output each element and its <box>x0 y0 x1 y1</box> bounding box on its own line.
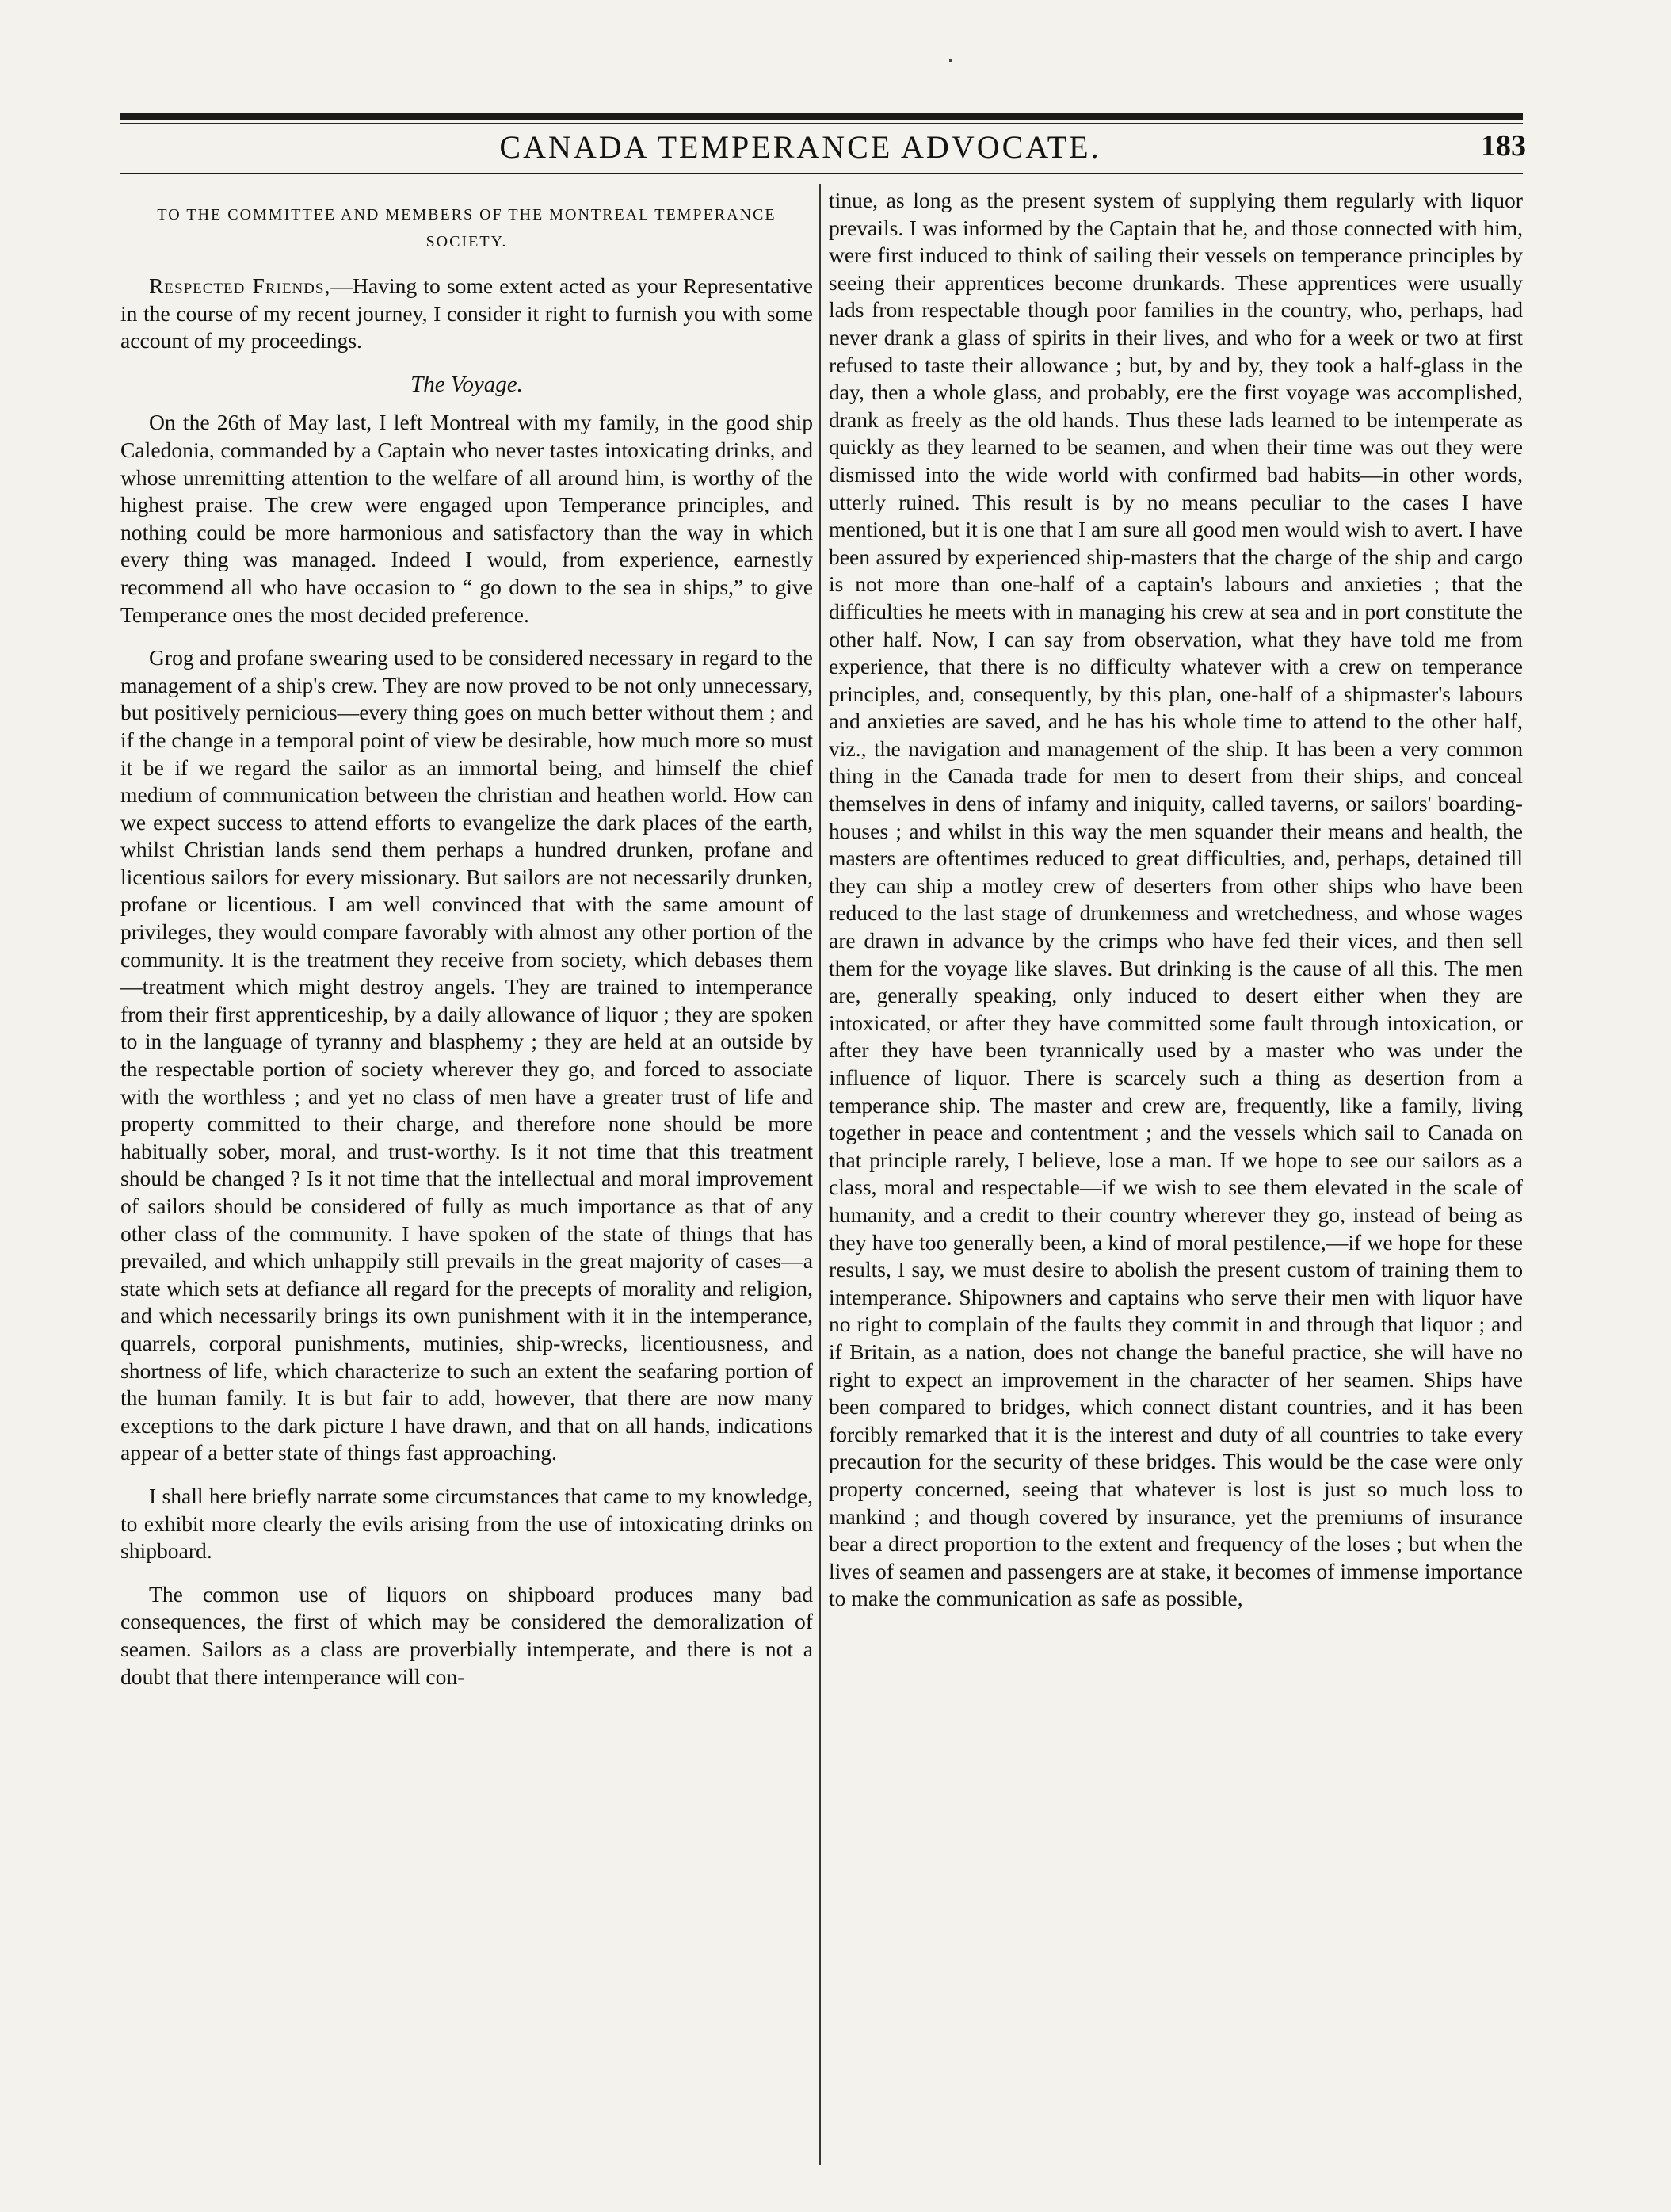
header-rule-thick <box>120 113 1523 120</box>
section-subhead: The Voyage. <box>410 371 523 397</box>
paragraph-narrate: I shall here briefly narrate some circumstances that came to my knowledge, to exhibit more clearly the evils arising from the use of intoxicating drinks on shipboard. <box>120 1483 813 1564</box>
page-number: 183 <box>1481 129 1526 162</box>
header-rule-thin <box>120 123 1523 124</box>
intro-paragraph <box>120 273 813 355</box>
running-title: CANADA TEMPERANCE ADVOCATE. <box>499 129 1101 165</box>
header-underline <box>120 173 1523 174</box>
speck <box>949 59 952 62</box>
paragraph-continued: tinue, as long as the present system of supplying them regularly with liquor prevails. I was informed by the Captain that he, and those connected with him, were first induced to think of sailing their vessels on temperance principles by seeing their apprentices become drunkards. These apprentices were usually lads from respectable though poor families in the country, who, perhaps, had never drank a glass of spirits in their lives, and who for a week or two at first refused to taste their allowance ; but, by and by, they took a half-glass in the day, then a whole glass, and probably, ere the first voyage was accomplished, drank as freely as the old hands. Thus these lads learned to be intemperate as quickly as they learned to be seamen, and when their time was out they were dismissed into the wide world with confirmed bad habits—in other words, utterly ruined. This result is by no means peculiar to the cases I have mentioned, but it is one that I am sure all good men would wish to avert. I have been assured by experienced ship-masters that the charge of the ship and cargo is not more than one-half of a captain's labours and anxieties ; that the difficulties he meets with in managing his crew at sea and in port constitute the other half. Now, I can say from observation, what they have told me from experience, that there is no difficulty whatever with a crew on temperance principles, and, consequently, by this plan, one-half of a shipmaster's labours and anxieties are saved, and he has his whole time to attend to the other half, viz., the navigation and management of the ship. It has been a very common thing in the Canada trade for men to desert from their ships, and conceal themselves in dens of infamy and iniquity, called taverns, or sailors' boarding-houses ; and whilst in this way the men squander their means and health, the masters are oftentimes reduced to great difficulties, and, perhaps, detained till they can ship a motley crew of deserters from other ships who have been reduced to the last stage of drunkenness and wretchedness, and whose wages are drawn in advance by the crimps who have fed their vices, and then sell them for the voyage like slaves. But drinking is the cause of all this. The men are, generally speaking, only induced to desert either when they are intoxicated, or after they have committed some fault through intoxication, or after they have been tyrannically used by a master who was under the influence of liquor. There is scarcely such a thing as desertion from a temperance ship. The master and crew are, frequently, like a family, living together in peace and contentment ; and the vessels which sail to Canada on that principle rarely, I believe, lose a man. If we hope to see our sailors as a class, moral and respectable—if we wish to see them elevated in the scale of humanity, and a credit to their country wherever they go, instead of being as they have too generally been, a kind of moral pestilence,—if we hope for these results, I say, we must desire to abolish the present custom of training them to intemperance. Shipowners and captains who serve their men with liquor have no right to complain of the faults they commit in and through that liquor ; and if Britain, as a nation, does not change the baneful practice, she will have no right to expect an improvement in the character of her seamen. Ships have been compared to bridges, which connect distant countries, and it has been forcibly remarked that it is the interest and duty of all countries to take every precaution for the security of these bridges. This would be the case were only property concerned, seeing that whatever is lost is just so much loss to mankind ; and though covered by insurance, yet the premiums of insurance bear a direct proportion to the extent and frequency of the loses ; but when the lives of seamen and passengers are at stake, it becomes of immense importance to make the communication as safe as possible, <box>829 188 1523 1611</box>
paragraph-voyage: On the 26th of May last, I left Montreal with my family, in the good ship Caledonia, commanded by a Captain who never tastes intoxicating drinks, and whose unremitting attention to the welfare of all around him, is worthy of the highest praise. The crew were engaged upon Temperance principles, and nothing could be more harmonious and satisfactory than the way in which every thing was managed. Indeed I would, from experience, earnestly recommend all who have occasion to “ go down to the sea in ships,” to give Temperance ones the most decided preference. <box>120 410 813 627</box>
column-divider <box>819 184 821 2165</box>
salutation: Respected Friends, <box>149 273 331 298</box>
paragraph-common-use: The common use of liquors on shipboard produces many bad consequences, the first of which may be considered the demoralization of seamen. Sailors as a class are proverbially intemperate, and there is not a doubt that there intemperance will con- <box>120 1581 813 1689</box>
paragraph-grog: Grog and profane swearing used to be considered necessary in regard to the management of a ship's crew. They are now proved to be not only unnecessary, but positively pernicious—every thing goes on much better without them ; and if the change in a temporal point of view be desirable, how much more so must it be if we regard the sailor as an immortal being, and himself the chief medium of communication between the christian and heathen world. How can we expect success to attend efforts to evangelize the dark places of the earth, whilst Christian lands send them perhaps a hundred drunken, profane and licentious sailors for every missionary. But sailors are not necessarily drunken, profane or licentious. I am well convinced that with the same amount of privileges, they would compare favorably with almost any other portion of the community. It is the treatment they receive from society, which debases them—treatment which might destroy angels. They are trained to intemperance from their first apprenticeship, by a daily allowance of liquor ; they are spoken to in the language of tyranny and blasphemy ; they are held at an outside by the respectable portion of society wherever they go, and forced to associate with the worthless ; and yet no class of men have a greater trust of life and property committed to their charge, and therefore none should be more habitually sober, moral, and trust-worthy. Is it not time that this treatment should be changed ? Is it not time that the intellectual and moral improvement of sailors should be considered of fully as much importance as that of any other class of the community. I have spoken of the state of things that has prevailed, and which unhappily still prevails in the great majority of cases—a state which sets at defiance all regard for the precepts of morality and religion, and which necessarily brings its own punishment with it in the intemperance, quarrels, corporal punishments, mutinies, ship-wrecks, licentiousness, and shortness of life, which characterize to such an extent the seafaring portion of the human family. It is but fair to add, however, that there are now many exceptions to the dark picture I have drawn, and that on all hands, indications appear of a better state of things fast approaching. <box>120 645 813 1465</box>
right-column <box>829 187 1523 2164</box>
left-column <box>120 187 813 2164</box>
article-heading: TO THE COMMITTEE AND MEMBERS OF THE MONTREAL TEMPERANCE SOCIETY. <box>157 206 776 250</box>
intro-text: —Having to some extent acted as your Representative in the course of my recent journey, I consider it right to furnish you with some account of my proceedings. <box>120 273 813 353</box>
